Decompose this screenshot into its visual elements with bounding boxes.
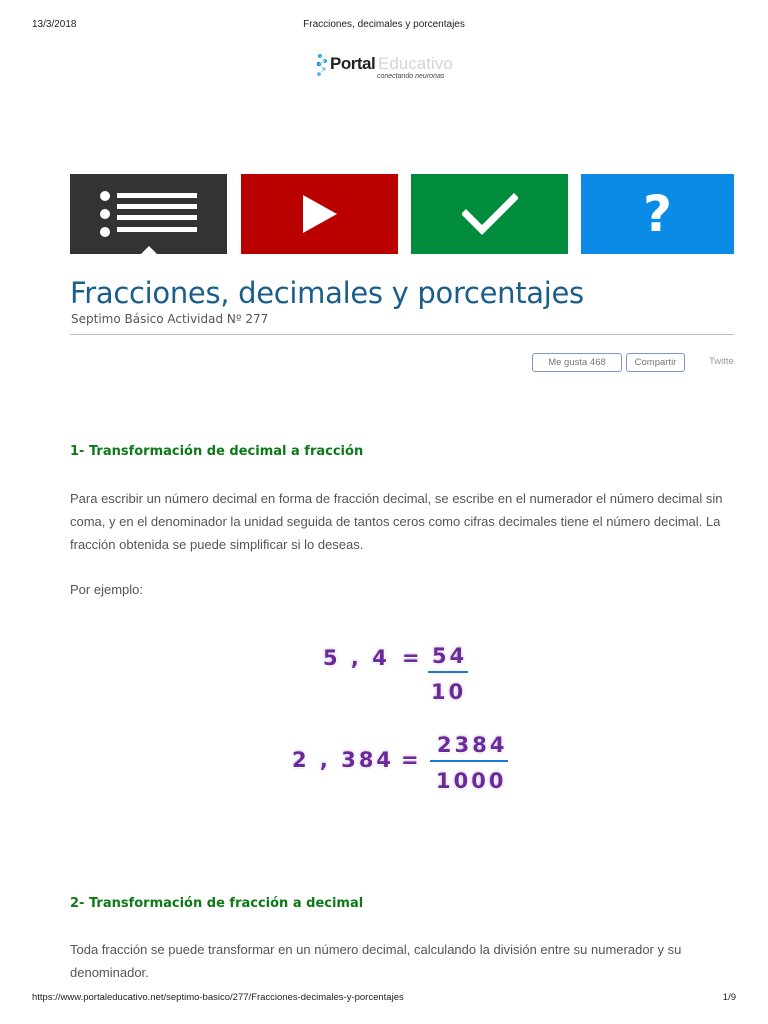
like-button[interactable]: Me gusta 468 bbox=[532, 353, 622, 372]
check-icon bbox=[462, 192, 518, 236]
list-icon bbox=[99, 190, 199, 238]
example-2-denominator: 1000 bbox=[436, 769, 507, 793]
example-1-numerator: 54 bbox=[432, 644, 468, 668]
check-tile[interactable] bbox=[411, 174, 568, 254]
print-footer bbox=[32, 992, 736, 1006]
page-title: Fracciones, decimales y porcentajes bbox=[70, 276, 584, 310]
example-2-numerator: 2384 bbox=[437, 733, 508, 757]
print-title: Fracciones, decimales y porcentajes bbox=[303, 19, 465, 30]
share-button[interactable]: Compartir bbox=[626, 353, 685, 372]
help-tile[interactable] bbox=[581, 174, 734, 254]
print-date: 13/3/2018 bbox=[32, 19, 77, 30]
title-divider bbox=[70, 334, 734, 335]
example-1-denominator: 10 bbox=[431, 680, 467, 704]
play-icon bbox=[303, 195, 337, 233]
section-1-heading: 1- Transformación de decimal a fracción bbox=[70, 444, 364, 459]
example-2-decimal: 2 , 384 bbox=[292, 748, 395, 772]
portal-educativo-logo-icon bbox=[314, 52, 330, 78]
play-tile[interactable] bbox=[241, 174, 398, 254]
menu-tile[interactable] bbox=[70, 174, 227, 254]
activity-nav-tiles bbox=[70, 174, 734, 254]
print-header bbox=[32, 19, 736, 33]
example-1-fraction-bar bbox=[428, 671, 468, 673]
logo-tagline: conectando neuronas bbox=[377, 73, 445, 80]
active-tile-notch bbox=[141, 246, 157, 254]
example-1-decimal: 5 , 4 bbox=[323, 646, 390, 670]
twitter-button[interactable]: Twitte bbox=[709, 356, 734, 367]
example-2-equals: = bbox=[401, 748, 422, 772]
page-subtitle: Septimo Básico Actividad Nº 277 bbox=[71, 312, 269, 326]
section-2-heading: 2- Transformación de fracción a decimal bbox=[70, 896, 364, 911]
example-label: Por ejemplo: bbox=[70, 582, 143, 597]
site-logo[interactable] bbox=[310, 46, 470, 86]
question-icon: ? bbox=[642, 185, 672, 243]
logo-word-portal: Portal bbox=[330, 54, 376, 73]
print-page-number: 1/9 bbox=[722, 992, 736, 1003]
logo-word-educativo: Educativo bbox=[378, 54, 453, 73]
example-1-equals: = bbox=[402, 646, 423, 670]
section-2-paragraph: Toda fracción se puede transformar en un número decimal, calculando la división entre su numerador y su denominador. bbox=[70, 942, 682, 980]
section-1-paragraph: Para escribir un número decimal en forma de fracción decimal, se escribe en el numerador el número decimal sin coma, y en el denominador la unidad seguida de tantos ceros como cifras decimales tiene el número decimal. La fracción obtenida se puede simplificar si lo deseas. bbox=[70, 491, 723, 552]
example-2-fraction-bar bbox=[430, 760, 508, 762]
print-url: https://www.portaleducativo.net/septimo-basico/277/Fracciones-decimales-y-porcentajes bbox=[32, 992, 404, 1003]
